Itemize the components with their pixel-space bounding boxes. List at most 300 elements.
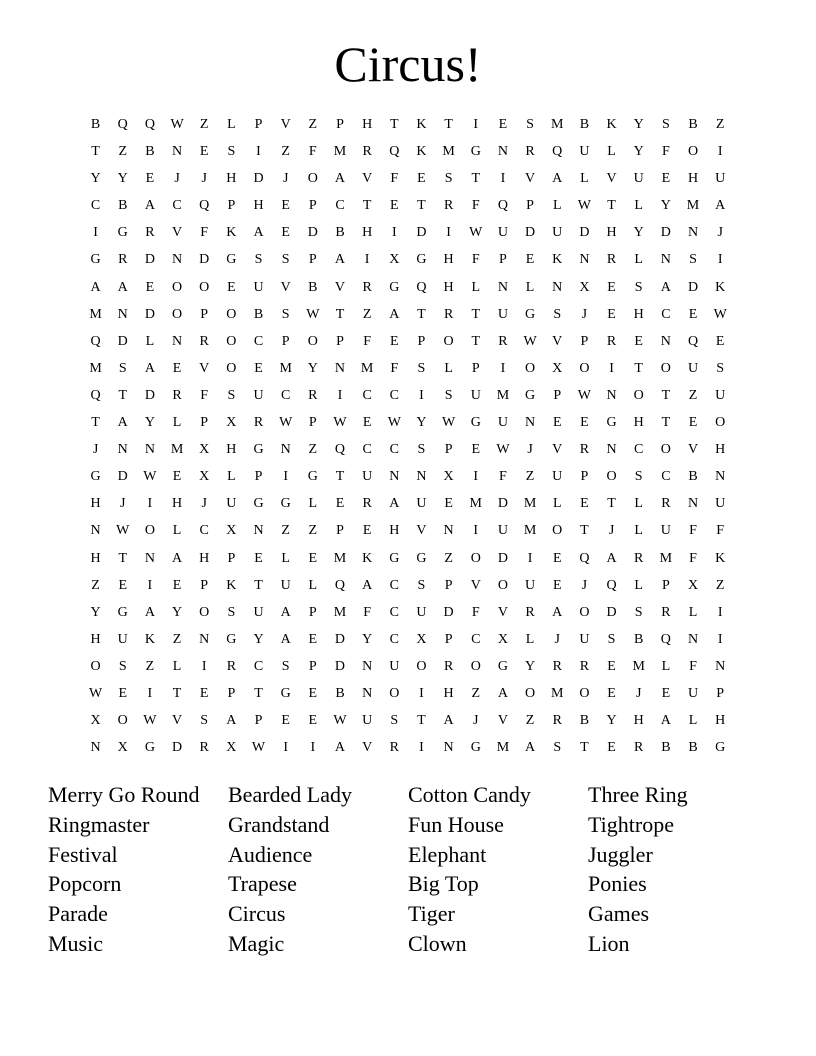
grid-letter: T — [580, 740, 589, 756]
grid-letter: N — [253, 523, 264, 539]
word-list-item: Audience — [228, 841, 313, 867]
grid-letter: R — [118, 252, 128, 268]
word-list-item: Fun House — [408, 811, 504, 837]
grid-letter: Q — [552, 144, 563, 160]
grid-letter: D — [443, 604, 454, 620]
grid-letter: U — [525, 577, 536, 593]
grid-letter: U — [280, 577, 291, 593]
grid-letter: E — [607, 685, 616, 701]
grid-letter: J — [174, 171, 180, 187]
grid-letter: F — [471, 252, 480, 268]
grid-letter: V — [552, 333, 563, 349]
grid-letter: S — [634, 279, 643, 295]
grid-letter: Z — [199, 117, 209, 132]
grid-letter: Q — [579, 550, 590, 566]
grid-letter: I — [446, 225, 451, 241]
grid-letter: R — [579, 658, 590, 674]
grid-letter: O — [117, 713, 128, 729]
grid-letter: S — [661, 117, 670, 132]
page-title: Circus! — [334, 36, 482, 92]
grid-letter: N — [660, 252, 671, 268]
grid-letter: L — [634, 496, 643, 512]
grid-letter: Q — [497, 198, 508, 214]
grid-letter: D — [171, 740, 183, 756]
grid-letter: X — [687, 577, 699, 593]
grid-letter: Y — [90, 604, 101, 620]
grid-letter: V — [606, 171, 617, 187]
grid-letter: H — [90, 631, 101, 647]
grid-letter: T — [471, 306, 481, 322]
grid-letter: M — [333, 144, 347, 160]
grid-letter: G — [416, 252, 427, 268]
grid-letter: F — [499, 469, 507, 485]
grid-letter: G — [606, 415, 617, 431]
grid-letter: S — [634, 604, 643, 620]
grid-letter: M — [333, 550, 347, 566]
grid-letter: N — [715, 469, 726, 485]
grid-letter: O — [416, 658, 427, 674]
grid-letter: E — [145, 171, 155, 187]
grid-letter: T — [118, 550, 128, 566]
grid-letter: R — [443, 658, 454, 674]
grid-letter: F — [689, 550, 697, 566]
grid-letter: L — [525, 279, 535, 295]
grid-letter: Y — [633, 225, 644, 241]
grid-letter: U — [389, 658, 400, 674]
grid-letter: S — [227, 387, 236, 403]
grid-letter: E — [308, 713, 318, 729]
word-list-item: Ponies — [588, 871, 647, 897]
grid-letter: B — [335, 225, 345, 241]
grid-letter: E — [390, 198, 399, 214]
grid-letter: J — [282, 171, 289, 187]
grid-letter: A — [362, 577, 373, 593]
grid-letter: W — [469, 225, 483, 241]
grid-letter: R — [172, 387, 182, 403]
grid-letter: E — [552, 415, 562, 431]
grid-letter: R — [443, 198, 454, 214]
grid-letter: M — [333, 604, 347, 620]
grid-letter: P — [417, 333, 426, 349]
grid-letter: J — [635, 685, 642, 701]
grid-letter: C — [389, 387, 399, 403]
grid-letter: I — [419, 685, 424, 701]
grid-letter: G — [253, 442, 264, 458]
grid-letter: E — [308, 550, 318, 566]
grid-letter: V — [199, 360, 210, 376]
grid-letter: H — [633, 415, 644, 431]
grid-letter: J — [92, 442, 99, 458]
grid-letter: H — [633, 306, 644, 322]
grid-letter: E — [281, 198, 290, 214]
grid-letter: E — [661, 685, 671, 701]
grid-letter: A — [334, 252, 346, 268]
grid-letter: I — [391, 225, 397, 241]
grid-letter: C — [634, 442, 644, 458]
grid-letter: U — [253, 279, 264, 295]
grid-letter: V — [416, 523, 427, 539]
grid-letter: T — [607, 198, 616, 214]
grid-letter: M — [551, 117, 564, 132]
grid-letter: P — [200, 306, 209, 322]
grid-letter: F — [471, 198, 480, 214]
grid-letter: Y — [117, 171, 128, 187]
grid-letter: E — [661, 171, 671, 187]
grid-letter: O — [552, 523, 563, 539]
grid-letter: L — [145, 333, 155, 349]
word-list-item: Juggler — [588, 841, 653, 867]
grid-letter: Q — [334, 442, 346, 458]
grid-letter: F — [200, 225, 209, 241]
grid-letter: D — [579, 225, 590, 241]
grid-letter: O — [171, 306, 183, 322]
grid-letter: E — [607, 279, 616, 295]
grid-row — [82, 463, 734, 490]
grid-letter: P — [499, 252, 507, 268]
grid-letter: Y — [633, 144, 644, 160]
grid-letter: R — [199, 333, 209, 349]
grid-letter: Q — [199, 198, 210, 214]
grid-letter: G — [470, 144, 481, 160]
grid-letter: X — [443, 469, 454, 485]
grid-letter: N — [334, 360, 346, 376]
grid-letter: X — [497, 631, 508, 647]
grid-letter: B — [145, 144, 155, 160]
grid-letter: E — [525, 252, 535, 268]
grid-letter: G — [470, 740, 481, 756]
grid-letter: Z — [172, 631, 182, 647]
grid-letter: N — [552, 279, 563, 295]
grid-letter: F — [390, 171, 399, 187]
grid-letter: E — [362, 523, 372, 539]
grid-letter: L — [552, 496, 562, 512]
grid-letter: G — [90, 469, 101, 485]
grid-letter: C — [661, 469, 671, 485]
grid-letter: R — [362, 144, 372, 160]
grid-letter: T — [417, 198, 426, 214]
grid-letter: I — [609, 360, 614, 376]
grid-letter: E — [145, 279, 155, 295]
grid-letter: U — [715, 387, 726, 403]
grid-letter: Y — [171, 604, 183, 620]
grid-letter: O — [525, 685, 536, 701]
grid-row — [82, 301, 734, 328]
grid-letter: A — [389, 306, 400, 322]
grid-letter: X — [199, 442, 210, 458]
grid-letter: M — [89, 306, 102, 322]
grid-letter: U — [253, 387, 264, 403]
grid-letter: Y — [633, 117, 644, 132]
grid-letter: G — [497, 658, 508, 674]
grid-letter: E — [607, 740, 616, 756]
grid-letter: X — [90, 713, 101, 729]
grid-letter: W — [523, 333, 537, 349]
grid-letter: P — [308, 604, 317, 620]
grid-letter: R — [634, 740, 644, 756]
grid-letter: O — [470, 550, 481, 566]
grid-letter: A — [552, 171, 563, 187]
grid-letter: O — [525, 360, 536, 376]
grid-letter: O — [307, 333, 318, 349]
grid-letter: B — [253, 306, 264, 322]
grid-letter: F — [308, 144, 317, 160]
grid-letter: L — [444, 360, 453, 376]
grid-letter: G — [117, 604, 128, 620]
grid-letter: N — [687, 496, 699, 512]
grid-letter: K — [226, 577, 237, 593]
grid-letter: F — [689, 658, 697, 674]
grid-letter: C — [389, 442, 399, 458]
grid-letter: M — [496, 387, 510, 403]
word-list-item: Bearded Lady — [228, 782, 352, 807]
grid-letter: W — [306, 306, 320, 322]
grid-letter: D — [144, 252, 155, 268]
grid-letter: S — [526, 117, 534, 132]
grid-letter: U — [579, 631, 590, 647]
grid-letter: O — [199, 279, 210, 295]
grid-letter: I — [500, 171, 506, 187]
grid-letter: O — [226, 306, 237, 322]
grid-letter: I — [500, 360, 506, 376]
grid-letter: I — [717, 252, 723, 268]
grid-letter: A — [497, 685, 508, 701]
grid-letter: B — [308, 279, 318, 295]
grid-letter: O — [443, 333, 454, 349]
grid-letter: G — [470, 415, 481, 431]
word-list-item: Games — [588, 901, 650, 927]
grid-letter: Z — [281, 523, 290, 539]
grid-letter: I — [310, 740, 316, 756]
grid-letter: V — [280, 279, 291, 295]
grid-letter: U — [497, 225, 508, 241]
grid-letter: N — [389, 469, 400, 485]
grid-letter: V — [552, 442, 563, 458]
grid-letter: N — [117, 442, 128, 458]
grid-letter: F — [689, 523, 697, 539]
grid-letter: P — [444, 442, 453, 458]
grid-letter: L — [580, 171, 589, 187]
grid-letter: L — [661, 658, 671, 674]
grid-letter: D — [117, 333, 128, 349]
grid-letter: H — [253, 198, 264, 214]
grid-letter: J — [581, 306, 588, 322]
grid-letter: R — [308, 387, 318, 403]
grid-letter: U — [362, 713, 373, 729]
grid-letter: V — [334, 279, 346, 295]
grid-letter: J — [201, 171, 207, 187]
grid-letter: E — [417, 171, 426, 187]
grid-letter: K — [144, 631, 155, 647]
grid-letter: T — [471, 171, 481, 187]
grid-letter: A — [443, 713, 454, 729]
word-list-item: Tiger — [408, 901, 455, 927]
grid-letter: G — [226, 252, 237, 268]
grid-letter: R — [389, 740, 399, 756]
grid-letter: E — [580, 496, 589, 512]
grid-letter: C — [172, 198, 182, 214]
grid-letter: I — [256, 144, 261, 160]
word-list-item: Big Top — [408, 871, 479, 897]
grid-letter: B — [688, 469, 698, 485]
grid-letter: D — [525, 225, 536, 241]
grid-letter: H — [199, 550, 210, 566]
grid-letter: V — [687, 442, 699, 458]
grid-letter: H — [633, 713, 644, 729]
grid-letter: W — [170, 117, 184, 132]
grid-letter: Q — [334, 577, 346, 593]
grid-letter: N — [497, 144, 508, 160]
grid-letter: Q — [90, 387, 101, 403]
grid-letter: S — [390, 713, 399, 729]
grid-letter: Q — [416, 279, 427, 295]
grid-letter: H — [226, 442, 237, 458]
grid-letter: Z — [308, 442, 318, 458]
grid-letter: H — [171, 496, 183, 512]
grid-letter: A — [525, 740, 536, 756]
grid-letter: X — [552, 360, 563, 376]
grid-letter: Z — [525, 469, 535, 485]
grid-letter: U — [416, 496, 427, 512]
grid-letter: U — [552, 225, 563, 241]
grid-letter: S — [417, 577, 426, 593]
grid-letter: X — [226, 523, 237, 539]
grid-letter: N — [117, 306, 128, 322]
grid-letter: I — [147, 496, 153, 512]
grid-letter: B — [661, 740, 671, 756]
grid-letter: O — [660, 442, 671, 458]
grid-letter: H — [362, 225, 373, 241]
grid-letter: R — [199, 740, 209, 756]
grid-letter: R — [525, 604, 535, 620]
grid-letter: D — [334, 658, 346, 674]
grid-letter: T — [91, 415, 100, 431]
grid-letter: G — [280, 685, 291, 701]
grid-letter: Y — [362, 631, 373, 647]
grid-letter: Z — [471, 685, 481, 701]
grid-row — [82, 111, 734, 138]
grid-letter: C — [389, 631, 399, 647]
grid-letter: P — [281, 333, 290, 349]
grid-letter: G — [389, 279, 400, 295]
grid-letter: D — [253, 171, 264, 187]
grid-letter: J — [554, 631, 560, 647]
grid-letter: I — [337, 387, 343, 403]
grid-letter: P — [716, 685, 725, 701]
grid-letter: D — [660, 225, 671, 241]
grid-letter: M — [659, 550, 673, 566]
grid-letter: K — [226, 225, 237, 241]
grid-letter: I — [93, 225, 98, 241]
grid-letter: P — [254, 469, 263, 485]
grid-letter: U — [497, 523, 508, 539]
grid-letter: F — [390, 360, 399, 376]
grid-letter: E — [199, 685, 209, 701]
grid-letter: C — [199, 523, 209, 539]
grid-letter: G — [90, 252, 101, 268]
grid-letter: I — [717, 604, 723, 620]
grid-letter: J — [473, 713, 479, 729]
grid-letter: D — [497, 550, 508, 566]
grid-letter: S — [118, 360, 127, 376]
grid-letter: Y — [144, 415, 155, 431]
grid-letter: D — [497, 496, 508, 512]
grid-letter: L — [172, 523, 182, 539]
grid-letter: K — [416, 144, 427, 160]
grid-row — [82, 545, 734, 572]
grid-letter: I — [419, 387, 424, 403]
grid-letter: Y — [90, 171, 101, 187]
grid-letter: A — [226, 713, 237, 729]
grid-row — [82, 382, 734, 409]
grid-letter: U — [117, 631, 128, 647]
grid-letter: H — [389, 523, 400, 539]
grid-letter: P — [227, 198, 236, 214]
grid-letter: Q — [687, 333, 699, 349]
grid-letter: G — [307, 469, 318, 485]
grid-letter: R — [634, 550, 644, 566]
grid-letter: X — [226, 415, 237, 431]
grid-letter: Q — [90, 333, 101, 349]
grid-letter: T — [335, 469, 345, 485]
grid-letter: S — [281, 306, 290, 322]
grid-letter: D — [307, 225, 318, 241]
grid-letter: X — [226, 740, 237, 756]
grid-row — [82, 409, 734, 436]
grid-letter: W — [333, 713, 347, 729]
grid-letter: O — [199, 604, 210, 620]
grid-letter: R — [606, 333, 617, 349]
grid-letter: E — [227, 279, 236, 295]
grid-letter: N — [90, 523, 101, 539]
grid-letter: P — [308, 198, 317, 214]
grid-letter: N — [687, 225, 699, 241]
grid-letter: F — [200, 387, 209, 403]
grid-letter: Z — [145, 658, 155, 674]
letter-grid — [82, 111, 734, 762]
grid-letter: N — [362, 658, 373, 674]
grid-letter: V — [171, 225, 183, 241]
grid-letter: O — [715, 415, 726, 431]
grid-letter: L — [607, 144, 616, 160]
grid-letter: Z — [688, 387, 698, 403]
grid-letter: I — [717, 144, 723, 160]
grid-letter: Y — [307, 360, 318, 376]
grid-letter: E — [308, 685, 318, 701]
grid-letter: K — [606, 117, 617, 132]
grid-letter: N — [199, 631, 210, 647]
grid-letter: R — [606, 252, 617, 268]
word-list-item: Ringmaster — [48, 811, 150, 837]
grid-letter: U — [497, 415, 508, 431]
grid-letter: T — [390, 117, 399, 132]
grid-letter: C — [335, 198, 345, 214]
grid-letter: G — [144, 740, 155, 756]
word-list-item: Magic — [228, 930, 285, 956]
grid-letter: A — [660, 279, 671, 295]
grid-letter: I — [473, 117, 479, 132]
grid-letter: L — [471, 279, 481, 295]
grid-letter: V — [171, 713, 183, 729]
grid-letter: M — [551, 685, 564, 701]
grid-letter: H — [443, 685, 454, 701]
grid-row — [82, 138, 734, 165]
grid-letter: V — [497, 604, 508, 620]
grid-letter: B — [634, 631, 644, 647]
grid-letter: P — [444, 577, 453, 593]
grid-letter: P — [444, 631, 453, 647]
grid-letter: I — [283, 469, 288, 485]
grid-letter: N — [171, 333, 183, 349]
